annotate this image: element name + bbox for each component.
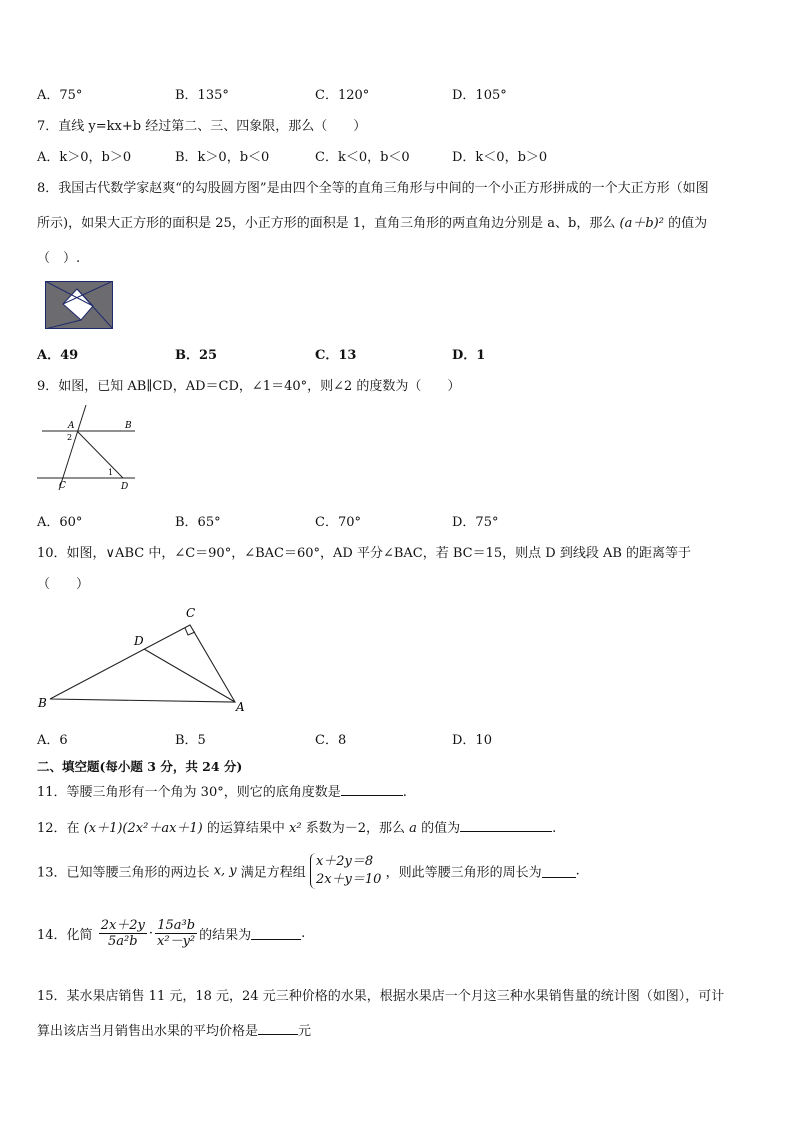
label-b: B — [125, 421, 132, 431]
q14: 14．化简 $\frac{2x+2y}{\text{5a²b}}$ · $\frac{\text{15a³b}}{\text{x²－y²}}$ 的结果为 . — [37, 918, 306, 949]
q14-fraction-2-denominator: x²－y² — [157, 934, 196, 949]
zhao-shuang-figure — [45, 281, 113, 329]
q9-option-b: B．65° — [175, 515, 221, 530]
q9-figure — [35, 402, 145, 494]
q14-multiply-dot: · — [148, 926, 154, 941]
angle-2-label: 2 — [67, 433, 73, 442]
q12-text-c: 系数为－2，那么 — [305, 821, 406, 836]
q9-option-a: A．60° — [37, 515, 83, 530]
q10-option-d: D．10 — [452, 733, 492, 748]
q13-text-a: 13．已知等腰三角形的两边长 — [37, 865, 210, 881]
section-heading: 二、填空题(每小题 3 分，共 24 分) — [37, 759, 243, 774]
q14-fraction-2 — [155, 918, 197, 949]
label-a: A — [68, 421, 75, 431]
q9-option-c: C．70° — [315, 515, 361, 530]
q10-option-a: A．6 — [37, 733, 68, 748]
q14-answer-blank[interactable] — [251, 927, 301, 940]
q10-option-b: B．5 — [175, 733, 206, 748]
q15-line2-text: 算出该店当月销售出水果的平均价格是 — [37, 1024, 259, 1039]
q7-stem: 7．直线 y=kx+b 经过第二、三、四象限，那么（ ） — [37, 119, 367, 134]
q14-fraction-1 — [99, 918, 147, 949]
q6-option-a: A．75° — [37, 88, 83, 103]
q13-equation-system — [310, 853, 382, 889]
label-c: C — [59, 481, 66, 491]
q12-text-d: 的值为 — [421, 821, 461, 836]
q7-option-c: C．k＜0，b＜0 — [315, 150, 410, 165]
q14-text-a: 14．化简 — [37, 928, 93, 943]
q13-text-c: ，则此等腰三角形的周长为 — [385, 865, 542, 881]
q10-figure — [35, 600, 255, 718]
q7-option-d: D．k＜0，b＞0 — [452, 150, 548, 165]
q6-option-b: B．135° — [175, 88, 229, 103]
q7-option-b: B．k＞0，b＜0 — [175, 150, 270, 165]
q15-unit: 元 — [298, 1024, 312, 1039]
q12: 12．在 (x＋1)(2x²＋ax＋1) 的运算结果中 x² 系数为－2，那么 a 的值为 . — [37, 821, 557, 836]
q13-text-b: 满足方程组 — [240, 865, 306, 881]
label-c: C — [186, 606, 196, 620]
q15-answer-blank[interactable] — [258, 1022, 298, 1035]
q14-fraction-1-denominator: 5a²b — [108, 934, 138, 949]
q14-text-b: 的结果为 — [199, 928, 252, 943]
q9-stem: 9．如图，已知 AB∥CD，AD＝CD，∠1＝40°，则∠2 的度数为（ ） — [37, 379, 461, 394]
q13-equation-1: x＋2y＝8 — [315, 854, 374, 869]
q11-answer-blank[interactable] — [341, 783, 403, 796]
label-d: D — [134, 634, 144, 648]
q13-answer-blank[interactable] — [542, 865, 576, 878]
q12-text-a: 12．在 — [37, 821, 80, 836]
q7-option-a: A．k＞0，b＞0 — [37, 150, 132, 165]
q10-option-c: C．8 — [315, 733, 347, 748]
q12-x-squared: x² — [289, 821, 302, 836]
q8-line1: 8．我国古代数学家赵爽“的勾股圆方图”是由四个全等的直角三角形与中间的一个小正方形拼成的一个大正方形（如图 — [37, 181, 709, 196]
q10-line2: （ ） — [37, 577, 90, 592]
q8-option-a: A．49 — [37, 348, 79, 363]
q6-option-d: D．105° — [452, 88, 507, 103]
angle-1-label: 1 — [108, 468, 114, 477]
q12-variable-a: a — [409, 821, 417, 836]
q8-line2 — [37, 212, 707, 231]
label-b: B — [38, 696, 47, 710]
label-a: A — [236, 700, 245, 714]
q12-text-b: 的运算结果中 — [206, 821, 285, 836]
segment-ad — [77, 431, 123, 478]
q8-expression: (a＋b)² — [619, 216, 664, 231]
q11-stem: 11．等腰三角形有一个角为 30°，则它的底角度数是 — [37, 785, 341, 800]
q14-fraction-2-numerator: 15a³b — [155, 918, 197, 934]
q8-line2-text: 所示)，如果大正方形的面积是 25，小正方形的面积是 1，直角三角形的两直角边分别是 a、b，那么 — [37, 216, 616, 231]
q6-option-c: C．120° — [315, 88, 370, 103]
q13-variables: x, y — [213, 863, 237, 879]
q8-option-c: C．13 — [315, 348, 357, 363]
q9-option-d: D．75° — [452, 515, 499, 530]
q12-answer-blank[interactable] — [460, 819, 552, 832]
q13: 13．已知等腰三角形的两边长 x, y 满足方程组 x＋2y＝8 2x＋y＝10 ，则此等腰三角形的周长为 . — [37, 854, 580, 887]
transversal — [59, 405, 86, 490]
q15-line1: 15．某水果店销售 11 元，18 元，24 元三种价格的水果，根据水果店一个月这三种水果销售量的统计图（如图），可计 — [37, 989, 725, 1004]
q13-equation-2: 2x＋y＝10 — [315, 872, 382, 887]
q8-option-d: D．1 — [452, 348, 486, 363]
segment-ad — [144, 649, 235, 702]
q15-line2 — [37, 1020, 311, 1039]
q8-line2-end: 的值为 — [668, 216, 708, 231]
q14-fraction-1-numerator: 2x＋2y — [100, 918, 145, 933]
q10-line1: 10．如图，∨ABC 中，∠C＝90°，∠BAC＝60°，AD 平分∠BAC，若 BC＝15，则点 D 到线段 AB 的距离等于 — [37, 546, 692, 561]
label-d: D — [121, 482, 129, 492]
q8-option-b: B．25 — [175, 348, 218, 363]
q8-line3: （ ）. — [37, 251, 81, 266]
q12-expression: (x＋1)(2x²＋ax＋1) — [83, 821, 203, 836]
q11: 11．等腰三角形有一个角为 30°，则它的底角度数是 . — [37, 785, 407, 800]
